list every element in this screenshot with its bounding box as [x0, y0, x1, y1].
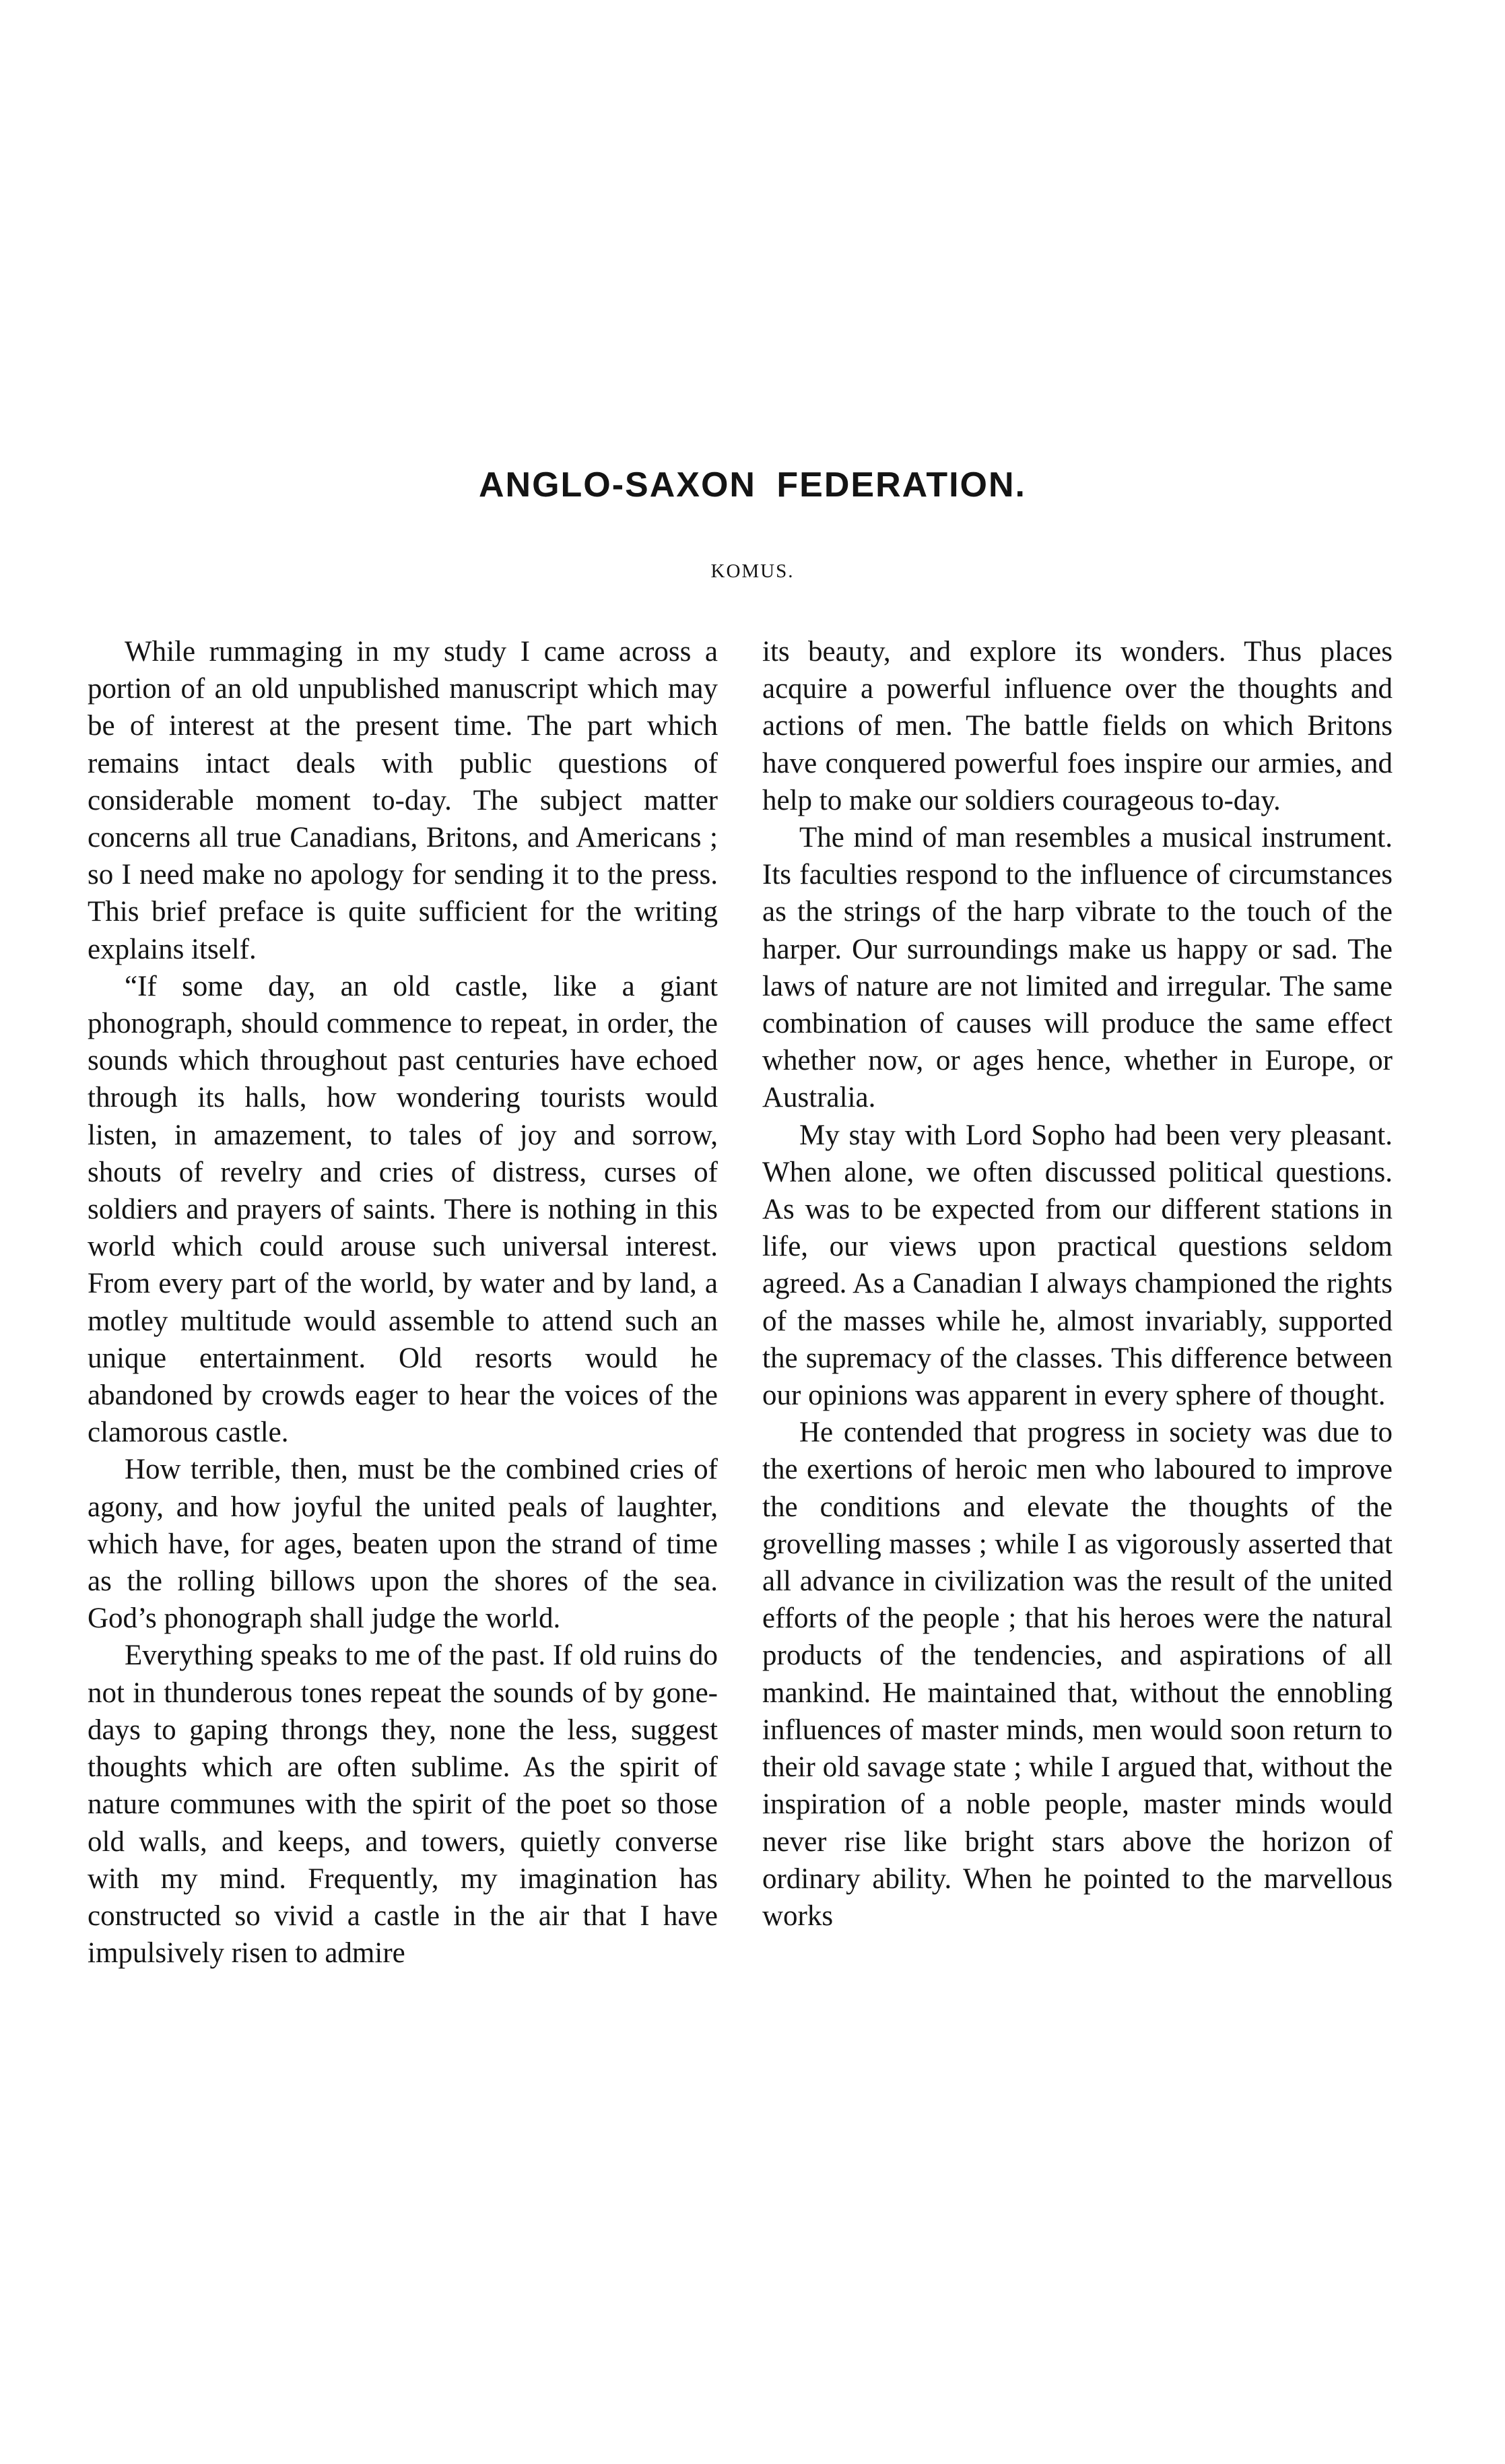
paragraph: its beauty, and explore its wonders. Thus places acquire a powerful influence over the thoughts and actions of men. The battle fields on which Britons have conquered powerful foes inspire our armies, and help to make our soldiers courageous to-day. — [762, 636, 1393, 816]
paragraph: Everything speaks to me of the past. If old ruins do not in thunderous tones repeat the sounds of by gone-days to gaping throngs they, none the less, suggest thoughts which are often sublime. As the spirit of nature communes with the spirit of the poet so those old walls, and keeps, and towers, quietly converse with my mind. Frequently, my imagination has constructed so vivid a castle in the air that I have impulsively risen to admire — [88, 1640, 718, 1970]
right-column — [762, 633, 1393, 1935]
article-title: ANGLO-SAXON FEDERATION. — [478, 465, 1027, 505]
article-author: KOMUS. — [710, 560, 795, 582]
paragraph: “If some day, an old castle, like a giant phonograph, should commence to repeat, in order, the sounds which throughout past centuries have echoed through its halls, how wondering tourists would listen, in amazement, to tales of joy and sorrow, shouts of revelry and cries of distress, curses of soldiers and prayers of saints. There is nothing in this world which could arouse such universal interest. From every part of the world, by water and by land, a motley multitude would assemble to attend such an unique entertainment. Old resorts would he abandoned by crowds eager to hear the voices of the clamorous castle. — [88, 970, 718, 1449]
paragraph: My stay with Lord Sopho had been very pleasant. When alone, we often discussed political questions. As was to be expected from our different stations in life, our views upon practical questions seldom agreed. As a Canadian I always championed the rights of the masses while he, almost invariably, supported the supremacy of the classes. This difference between our opinions was apparent in every sphere of thought. — [762, 1119, 1393, 1412]
paragraph: While rummaging in my study I came across a portion of an old unpublished manuscript which may be of interest at the present time. The part which remains intact deals with public questions of considerable moment to-day. The subject matter concerns all true Canadians, Britons, and Americans ; so I need make no apology for sending it to the press. This brief preface is quite sufficient for the writing explains itself. — [88, 636, 718, 965]
paragraph: How terrible, then, must be the combined cries of agony, and how joyful the united peals of laughter, which have, for ages, beaten upon the strand of time as the rolling billows upon the shores of the sea. God’s phonograph shall judge the world. — [88, 1454, 718, 1635]
left-column — [88, 633, 718, 1972]
paragraph: The mind of man resembles a musical instrument. Its faculties respond to the influence of circumstances as the strings of the harp vibrate to the touch of the harper. Our surroundings make us happy or sad. The laws of nature are not limited and irregular. The same combination of causes will produce the same effect whether now, or ages hence, whether in Europe, or Australia. — [762, 822, 1393, 1114]
paragraph: He contended that progress in society was due to the exertions of heroic men who laboured to improve the conditions and elevate the thoughts of the grovelling masses ; while I as vigorously asserted that all advance in civilization was the result of the united efforts of the people ; that his heroes were the natural products of the tendencies, and aspirations of all mankind. He maintained that, without the ennobling influences of master minds, men would soon return to their old savage state ; while I argued that, without the inspiration of a noble people, master minds would never rise like bright stars above the horizon of ordinary ability. When he pointed to the marvellous works — [762, 1417, 1393, 1932]
